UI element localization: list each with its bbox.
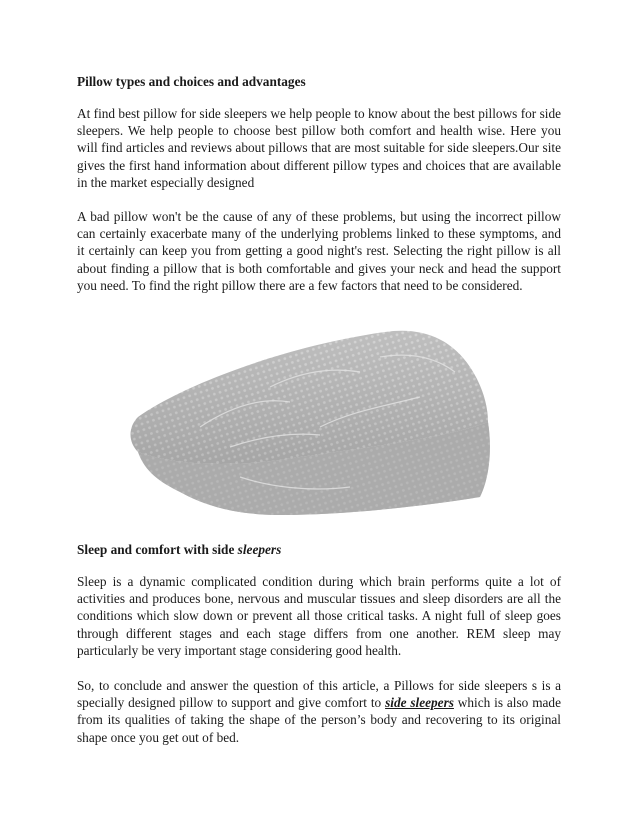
- section-heading-pillow-types: Pillow types and choices and advantages: [77, 74, 306, 89]
- pillow-image: [120, 327, 495, 517]
- conclusion-text-end: which is also made from its qualities of taking the shape of the person’s body and recovering to its original shape once you get out of bed.: [77, 695, 561, 745]
- side-sleepers-link[interactable]: side sleepers: [385, 695, 454, 711]
- paragraph-bad-pillow: A bad pillow won't be the cause of any of these problems, but using the incorrect pillow can certainly exacerbate many of the underlying problems linked to these symptoms, and it certainly can keep you from getting a good night's rest. Selecting the right pillow is all about finding a pillow that is both comfortable and gives your neck and head the support you need. To find the right pillow there are a few factors that need to be considered.: [77, 209, 561, 293]
- section-heading-sleep-comfort: [77, 541, 281, 558]
- paragraph-intro: At find best pillow for side sleepers we help people to know about the best pillows for side sleepers. We help people to choose best pillow both comfort and health wise. Here you will find articles and reviews about pillows that are most suitable for side sleepers.Our site gives the first hand information about different pillow types and choices that are available in the market especially designed: [77, 106, 561, 190]
- heading-emphasis-text: sleepers: [237, 542, 282, 557]
- paragraph-sleep: Sleep is a dynamic complicated condition during which brain performs quite a lot of activities and produces bone, nervous and muscular tissues and sleep disorders are all the conditions which slow down or prevent all those critical tasks. A night full of sleep goes through different stages and each stage differs from one another. REM sleep may particularly be very important stage considering good health.: [77, 574, 561, 658]
- conclusion-text-start: So, to conclude and answer the question of this article, a Pillows for side sleepers s is a specially designed pillow to support and give comfort to: [77, 678, 561, 711]
- heading-main-text: Sleep and comfort with side: [77, 542, 238, 557]
- paragraph-conclusion: [77, 677, 561, 746]
